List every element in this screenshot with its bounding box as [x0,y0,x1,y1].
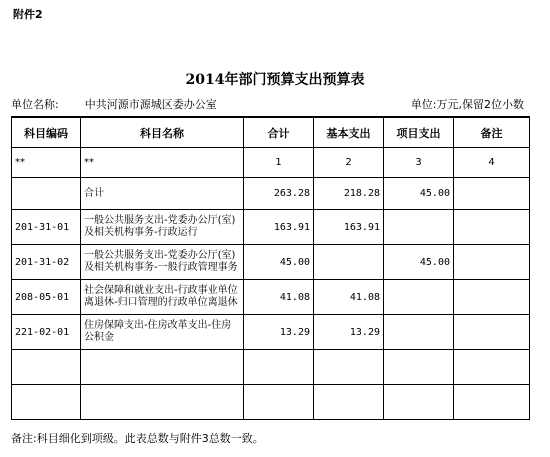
empty-cell [12,350,81,385]
unit-name: 中共河源市源城区委办公室 [84,98,217,111]
row-basic: 13.29 [314,315,384,350]
row-project [384,210,454,245]
footer-note: 备注:科目细化到项级。此表总数与附件3总数一致。 [11,432,264,445]
total-basic: 218.28 [314,178,384,210]
row-total: 41.08 [244,280,314,315]
sequence-row [12,148,530,178]
table-header-row [12,117,530,148]
row-remark [454,245,530,280]
total-remark [454,178,530,210]
row-basic [314,245,384,280]
empty-cell [244,350,314,385]
table-row [12,210,530,245]
row-name: 一般公共服务支出-党委办公厅(室)及相关机构事务-一般行政管理事务 [81,245,244,280]
column-header-project: 项目支出 [384,117,454,148]
empty-cell [454,385,530,420]
seq-cell: ** [12,148,81,178]
empty-cell [314,350,384,385]
row-code: 221-02-01 [12,315,81,350]
empty-cell [81,350,244,385]
row-remark [454,280,530,315]
page-title: 2014年部门预算支出预算表 [185,72,365,88]
empty-row [12,350,530,385]
unit-note: 单位:万元,保留2位小数 [410,98,524,111]
total-code [12,178,81,210]
row-project [384,315,454,350]
row-code: 201-31-01 [12,210,81,245]
row-project: 45.00 [384,245,454,280]
total-total: 263.28 [244,178,314,210]
column-header-name: 科目名称 [81,117,244,148]
row-basic: 163.91 [314,210,384,245]
column-header-remark: 备注 [454,117,530,148]
seq-cell: 4 [454,148,530,178]
attachment-label: 附件2 [13,8,43,21]
row-project [384,280,454,315]
unit-label: 单位名称: [11,98,59,111]
empty-cell [384,385,454,420]
row-basic: 41.08 [314,280,384,315]
row-name: 一般公共服务支出-党委办公厅(室)及相关机构事务-行政运行 [81,210,244,245]
unit-name-line [11,96,217,112]
seq-cell: 3 [384,148,454,178]
total-project: 45.00 [384,178,454,210]
empty-cell [454,350,530,385]
row-remark [454,210,530,245]
row-total: 13.29 [244,315,314,350]
total-name: 合计 [81,178,244,210]
empty-row [12,385,530,420]
column-header-total: 合计 [244,117,314,148]
seq-cell: 2 [314,148,384,178]
table-row [12,315,530,350]
table-row [12,245,530,280]
row-remark [454,315,530,350]
empty-cell [244,385,314,420]
seq-cell: ** [81,148,244,178]
row-total: 45.00 [244,245,314,280]
total-row [12,178,530,210]
empty-cell [314,385,384,420]
budget-table [11,116,530,420]
column-header-code: 科目编码 [12,117,81,148]
row-name: 住房保障支出-住房改革支出-住房公积金 [81,315,244,350]
row-code: 208-05-01 [12,280,81,315]
table-row [12,280,530,315]
column-header-basic: 基本支出 [314,117,384,148]
row-name: 社会保障和就业支出-行政事业单位离退休-归口管理的行政单位离退休 [81,280,244,315]
row-code: 201-31-02 [12,245,81,280]
empty-cell [81,385,244,420]
row-total: 163.91 [244,210,314,245]
empty-cell [12,385,81,420]
empty-cell [384,350,454,385]
seq-cell: 1 [244,148,314,178]
